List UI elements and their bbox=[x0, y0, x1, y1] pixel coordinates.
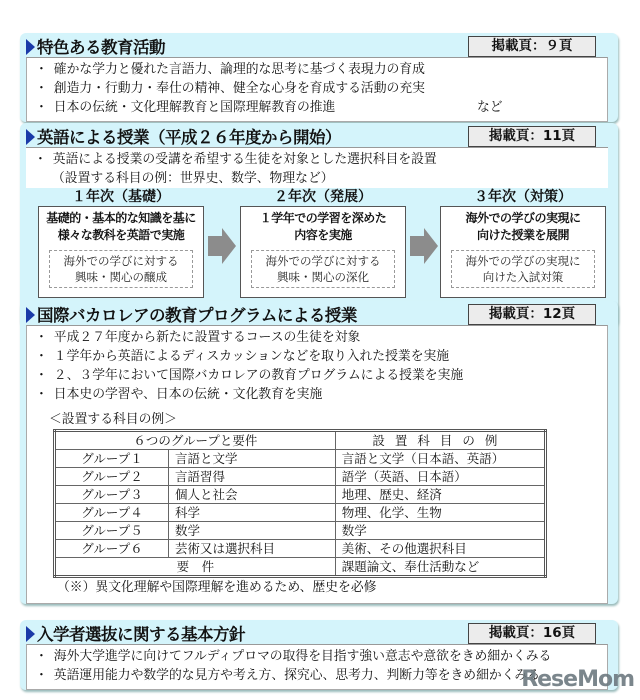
table-header-row bbox=[55, 431, 546, 450]
bullet-item: ・ 確かな学力と優れた言語力、論理的な思考に基づく表現力の育成 bbox=[35, 60, 599, 79]
table-row: グループ５ 数学 数学 bbox=[55, 522, 546, 540]
arrow-right-icon bbox=[26, 129, 35, 145]
year-3 bbox=[440, 188, 606, 298]
section-body bbox=[26, 147, 608, 326]
year-goal: 海外での学びに対する 興味・関心の醸成 bbox=[49, 250, 193, 288]
section-title: 国際バカロレアの教育プログラムによる授業 bbox=[37, 306, 357, 325]
section-english-classes bbox=[20, 123, 618, 326]
year-label: ３年次（対策） bbox=[474, 189, 572, 205]
sub-note: （設置する科目の例：世界史、数学、物理など） bbox=[52, 171, 334, 186]
section-title: 特色ある教育活動 bbox=[37, 38, 165, 57]
section-body bbox=[26, 325, 608, 604]
year-goal: 海外での学びに対する 興味・関心の深化 bbox=[251, 250, 395, 288]
bullet-item: ・ 英語による授業の受講を希望する生徒を対象とした選択科目を設置 bbox=[34, 150, 600, 169]
table-row-requirement: 要 件 課題論文、奉仕活動など bbox=[55, 558, 546, 577]
year-1 bbox=[38, 188, 204, 298]
bullet-item: ・ 平成２７年度から新たに設置するコースの生徒を対象 bbox=[35, 328, 599, 347]
bullet-item: ・ １学年から英語によるディスカッションなどを取り入れた授業を実施 bbox=[35, 347, 599, 366]
section-body bbox=[26, 57, 608, 122]
section-header bbox=[20, 301, 618, 325]
subject-table bbox=[53, 429, 547, 578]
table-row: グループ１ 言語と文学 言語と文学（日本語、英語） bbox=[55, 450, 546, 468]
page-badge: 掲載頁：９頁 bbox=[468, 36, 596, 57]
table-row: グループ４ 科学 物理、化学、生物 bbox=[55, 504, 546, 522]
bullet-item: ・ 海外大学進学に向けてフルディプロマの取得を目指す強い意志や意欲をきめ細かくみる bbox=[35, 647, 599, 666]
table-caption: ＜設置する科目の例＞ bbox=[49, 412, 177, 427]
bullet-item: ・ 創造力・行動力・奉仕の精神、健全な心身を育成する活動の充実 bbox=[35, 79, 599, 98]
year-box: １学年での学習を深めた 内容を実施 海外での学びに対する 興味・関心の深化 bbox=[240, 206, 406, 298]
section-header bbox=[20, 620, 618, 644]
year-goal: 海外での学びの実現に 向けた入試対策 bbox=[451, 250, 595, 288]
footnote: （※）異文化理解や国際理解を進めるため、歴史を必修 bbox=[57, 580, 377, 595]
section-title: 英語による授業（平成２６年度から開始） bbox=[37, 128, 341, 147]
suffix-text: など bbox=[477, 100, 503, 115]
bullet-item: ・ ２、３学年において国際バカロレアの教育プログラムによる授業を実施 bbox=[35, 366, 599, 385]
year-label: ２年次（発展） bbox=[274, 189, 372, 205]
table-header: 設置科目の例 bbox=[335, 431, 545, 450]
section-ib-program bbox=[20, 301, 618, 604]
year-box: 基礎的・基本的な知識を基に 様々な教科を英語で実施 海外での学びに対する 興味・関心の醸成 bbox=[38, 206, 204, 298]
table-row: グループ２ 言語習得 語学（英語、日本語） bbox=[55, 468, 546, 486]
page-badge: 掲載頁：11頁 bbox=[468, 126, 596, 147]
page-badge: 掲載頁：12頁 bbox=[468, 304, 596, 325]
bullet-item: ・ 日本の伝統・文化理解教育と国際理解教育の推進 bbox=[35, 98, 599, 117]
watermark-logo: ReseMom bbox=[521, 667, 634, 692]
year-label: １年次（基礎） bbox=[72, 189, 170, 205]
table-header: ６つのグループと要件 bbox=[55, 431, 336, 450]
section-header bbox=[20, 123, 618, 147]
section-header bbox=[20, 33, 618, 57]
table-row: グループ３ 個人と社会 地理、歴史、経済 bbox=[55, 486, 546, 504]
section-special-education bbox=[20, 33, 618, 122]
year-box: 海外での学びの実現に 向けた授業を展開 海外での学びの実現に 向けた入試対策 bbox=[440, 206, 606, 298]
bullet-item: ・ 日本史の学習や、日本の伝統・文化教育を実施 bbox=[35, 385, 599, 404]
page-badge: 掲載頁：16頁 bbox=[468, 623, 596, 644]
arrow-right-icon bbox=[26, 307, 35, 323]
arrow-right-icon bbox=[26, 39, 35, 55]
bullet-item: ・ 英語運用能力や数学的な見方や考え方、探究心、思考力、判断力等をきめ細かくみる bbox=[35, 666, 599, 685]
arrow-right-icon bbox=[26, 626, 35, 642]
section-title: 入学者選抜に関する基本方針 bbox=[37, 625, 245, 644]
table-row: グループ６ 芸術又は選択科目 美術、その他選択科目 bbox=[55, 540, 546, 558]
year-2 bbox=[240, 188, 406, 298]
